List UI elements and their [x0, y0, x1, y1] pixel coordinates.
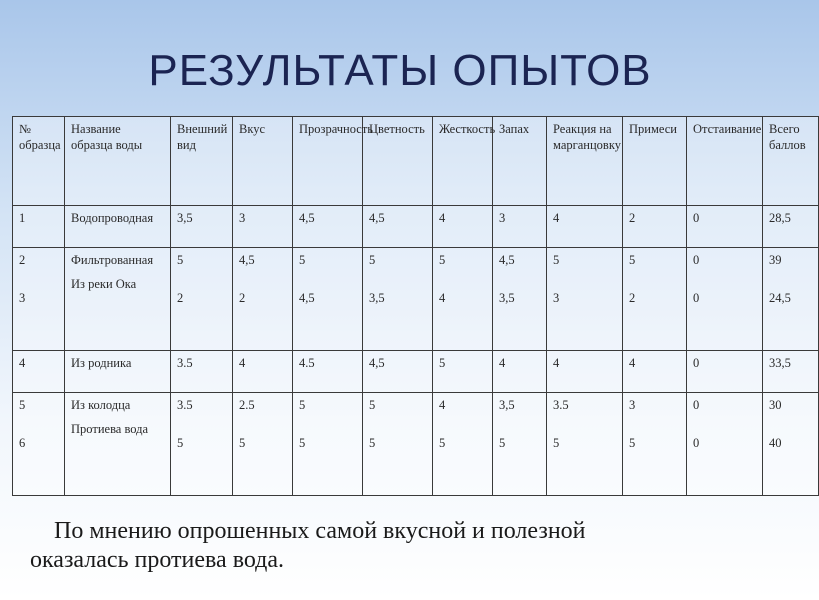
cell-impurities: 5 — [629, 436, 636, 451]
cell-total: 28,5 — [763, 206, 819, 248]
cell-hardness: 5 — [439, 436, 446, 451]
header-num: № образца — [13, 117, 65, 206]
cell-sediment: 0 — [693, 291, 700, 306]
cell-hardness-group — [433, 248, 493, 351]
cell-impurities: 2 — [629, 291, 636, 306]
cell-clarity: 4,5 — [299, 291, 315, 306]
cell-hardness: 4 — [433, 206, 493, 248]
header-total: Всего баллов — [763, 117, 819, 206]
table-header-row — [13, 117, 819, 206]
cell-sediment: 0 — [687, 350, 763, 392]
cell-clarity: 4,5 — [293, 206, 363, 248]
cell-look: 3.5 — [177, 398, 193, 413]
results-table — [12, 116, 819, 496]
cell-num: 4 — [13, 350, 65, 392]
cell-sediment: 0 — [687, 206, 763, 248]
cell-num-group — [13, 393, 65, 496]
cell-smell: 4,5 — [499, 253, 515, 268]
cell-kmno4-group — [547, 248, 623, 351]
cell-total: 30 — [769, 398, 782, 413]
cell-color: 4,5 — [363, 350, 433, 392]
cell-smell: 4 — [493, 350, 547, 392]
cell-look: 3.5 — [171, 350, 233, 392]
cell-impurities-group — [623, 393, 687, 496]
cell-kmno4: 3.5 — [553, 398, 569, 413]
cell-num-group — [13, 248, 65, 351]
cell-impurities: 2 — [623, 206, 687, 248]
cell-taste: 2 — [239, 291, 246, 306]
cell-look: 5 — [177, 436, 184, 451]
cell-taste: 5 — [239, 436, 246, 451]
table-row-group — [13, 248, 819, 351]
cell-look: 2 — [177, 291, 184, 306]
cell-num: 3 — [19, 291, 26, 306]
cell-clarity: 5 — [299, 253, 306, 268]
page-title: РЕЗУЛЬТАТЫ ОПЫТОВ — [148, 46, 652, 95]
cell-color-group — [363, 393, 433, 496]
table-row-group — [13, 393, 819, 496]
header-name: Название образца воды — [65, 117, 171, 206]
cell-taste: 4 — [233, 350, 293, 392]
cell-total: 24,5 — [769, 291, 791, 306]
cell-kmno4: 4 — [547, 206, 623, 248]
cell-kmno4: 3 — [553, 291, 560, 306]
cell-num: 5 — [19, 398, 26, 413]
conclusion-line-2: оказалась протиева вода. — [30, 547, 285, 574]
cell-clarity: 4.5 — [293, 350, 363, 392]
cell-impurities: 3 — [629, 398, 636, 413]
cell-smell: 3,5 — [499, 398, 515, 413]
cell-kmno4: 5 — [553, 253, 560, 268]
cell-num: 6 — [19, 436, 26, 451]
cell-taste: 2.5 — [239, 398, 255, 413]
cell-total: 39 — [769, 253, 782, 268]
cell-impurities: 5 — [629, 253, 636, 268]
cell-clarity: 5 — [299, 436, 306, 451]
header-impurities: Примеси — [623, 117, 687, 206]
cell-sediment-group — [687, 393, 763, 496]
cell-hardness: 5 — [439, 253, 446, 268]
conclusion-line-1: По мнению опрошенных самой вкусной и полезной — [54, 518, 586, 544]
cell-smell: 5 — [499, 436, 506, 451]
cell-name: Фильтрованная — [71, 253, 154, 268]
cell-name: Из реки Ока — [71, 277, 137, 292]
cell-color: 5 — [369, 253, 376, 268]
header-clarity: Прозрачность — [293, 117, 363, 206]
cell-color-group — [363, 248, 433, 351]
cell-color: 3,5 — [369, 291, 385, 306]
cell-name: Водопроводная — [65, 206, 171, 248]
cell-color: 5 — [369, 436, 376, 451]
cell-num: 2 — [19, 253, 26, 268]
cell-look-group — [171, 393, 233, 496]
cell-smell-group — [493, 393, 547, 496]
cell-total-group — [763, 248, 819, 351]
cell-smell-group — [493, 248, 547, 351]
cell-kmno4: 4 — [547, 350, 623, 392]
cell-taste: 3 — [233, 206, 293, 248]
header-hardness: Жесткость — [433, 117, 493, 206]
cell-color: 5 — [369, 398, 376, 413]
conclusion-text — [30, 517, 780, 576]
cell-name: Из родника — [65, 350, 171, 392]
cell-num: 1 — [13, 206, 65, 248]
cell-impurities-group — [623, 248, 687, 351]
table-row — [13, 206, 819, 248]
cell-sediment: 0 — [693, 436, 700, 451]
cell-taste: 4,5 — [239, 253, 255, 268]
cell-total: 33,5 — [763, 350, 819, 392]
cell-name: Протиева вода — [71, 422, 149, 437]
cell-smell: 3 — [493, 206, 547, 248]
cell-total-group — [763, 393, 819, 496]
cell-name-group — [65, 248, 171, 351]
table-row — [13, 350, 819, 392]
cell-sediment-group — [687, 248, 763, 351]
header-smell: Запах — [493, 117, 547, 206]
header-taste: Вкус — [233, 117, 293, 206]
cell-clarity-group — [293, 393, 363, 496]
cell-hardness-group — [433, 393, 493, 496]
header-sediment: Отстаивание — [687, 117, 763, 206]
cell-clarity-group — [293, 248, 363, 351]
cell-clarity: 5 — [299, 398, 306, 413]
header-color: Цветность — [363, 117, 433, 206]
cell-hardness: 4 — [439, 291, 446, 306]
cell-name: Из колодца — [71, 398, 131, 413]
cell-look: 5 — [177, 253, 184, 268]
cell-total: 40 — [769, 436, 782, 451]
cell-kmno4-group — [547, 393, 623, 496]
header-kmno4: Реакция на марганцовку — [547, 117, 623, 206]
cell-kmno4: 5 — [553, 436, 560, 451]
cell-look: 3,5 — [171, 206, 233, 248]
cell-color: 4,5 — [363, 206, 433, 248]
cell-sediment: 0 — [693, 398, 700, 413]
cell-name-group — [65, 393, 171, 496]
cell-look-group — [171, 248, 233, 351]
cell-taste-group — [233, 248, 293, 351]
cell-taste-group — [233, 393, 293, 496]
cell-smell: 3,5 — [499, 291, 515, 306]
header-look: Внешний вид — [171, 117, 233, 206]
cell-hardness: 5 — [433, 350, 493, 392]
cell-sediment: 0 — [693, 253, 700, 268]
cell-hardness: 4 — [439, 398, 446, 413]
cell-impurities: 4 — [623, 350, 687, 392]
